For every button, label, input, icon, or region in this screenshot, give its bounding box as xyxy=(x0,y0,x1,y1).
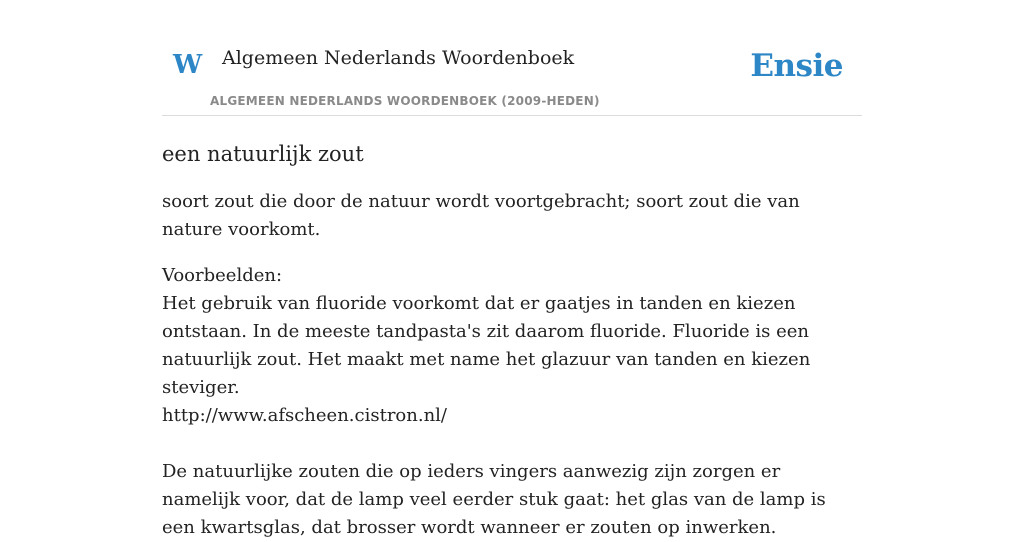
example-source: http://www.afscheen.cistron.nl/ xyxy=(162,405,447,426)
entry-term: een natuurlijk zout xyxy=(162,142,364,166)
ensie-logo[interactable]: Ensie xyxy=(750,48,843,84)
example-spacer xyxy=(162,430,862,458)
source-title[interactable]: Algemeen Nederlands Woordenboek xyxy=(222,47,575,69)
examples-label: Voorbeelden: xyxy=(162,265,283,286)
entry-content xyxy=(162,138,862,542)
example-text: Het gebruik van fluoride voorkomt dat er gaatjes in tanden en kiezen ontstaan. In de meeste tandpasta's zit daarom fluoride. Fluoride is een natuurlijk zout. Het maakt met name het glazuur van tanden en kiezen steviger. xyxy=(162,293,811,398)
source-logo-icon[interactable]: W xyxy=(173,50,203,80)
source-subtitle: ALGEMEEN NEDERLANDS WOORDENBOEK (2009-HEDEN) xyxy=(210,94,600,108)
entry-definition: soort zout die door de natuur wordt voortgebracht; soort zout die van nature voorkomt. xyxy=(162,191,800,240)
header xyxy=(162,0,862,116)
example-text: De natuurlijke zouten die op ieders vingers aanwezig zijn zorgen er namelijk voor, dat de lamp veel eerder stuk gaat: het glas van de lamp is een kwartsglas, dat brosser wordt wanneer er zouten op inwerken. xyxy=(162,461,826,538)
